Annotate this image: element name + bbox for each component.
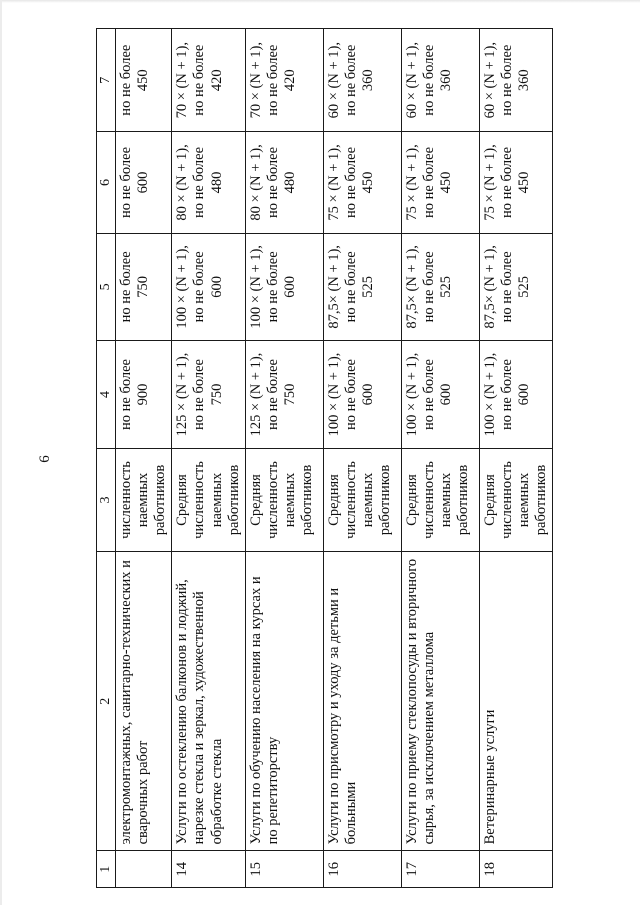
table-row <box>401 29 479 888</box>
rate-cell-col7: 70 × (N + 1), но не более 420 <box>172 29 245 132</box>
row-number: 17 <box>401 851 479 888</box>
rate-cell-col5: но не более 750 <box>116 233 172 341</box>
column-header: 7 <box>97 29 116 132</box>
page-number: 6 <box>37 455 53 463</box>
column-header: 1 <box>97 851 116 888</box>
row-number: 14 <box>172 851 245 888</box>
indicator-label: Средняя численность наемных работников <box>172 448 245 551</box>
table-row <box>172 29 245 888</box>
rate-cell-col4: 100 × (N + 1), но не более 600 <box>323 341 401 449</box>
row-number: 18 <box>479 851 552 888</box>
service-name: электромонтажных, санитарно-технических и сварочных работ <box>116 552 172 851</box>
column-header: 5 <box>97 233 116 341</box>
table-row <box>323 29 401 888</box>
rate-cell-col6: 80 × (N + 1), но не более 480 <box>172 132 245 233</box>
table-header-row <box>97 29 116 888</box>
rate-cell-col4: 100 × (N + 1), но не более 600 <box>401 341 479 449</box>
indicator-label: Средняя численность наемных работников <box>479 448 552 551</box>
scan-edge-left <box>0 0 2 905</box>
rate-cell-col4: но не более 900 <box>116 341 172 449</box>
scan-edge-top <box>0 0 640 3</box>
rate-cell-col5: 100 × (N + 1), но не более 600 <box>245 233 323 341</box>
rate-cell-col6: 75 × (N + 1), но не более 450 <box>323 132 401 233</box>
row-number: 15 <box>245 851 323 888</box>
rate-cell-col6: но не более 600 <box>116 132 172 233</box>
rate-cell-col7: но не более 450 <box>116 29 172 132</box>
column-header: 2 <box>97 552 116 851</box>
rate-cell-col6: 75 × (N + 1), но не более 450 <box>401 132 479 233</box>
rate-cell-col7: 60 × (N + 1), но не более 360 <box>479 29 552 132</box>
rate-cell-col5: 87,5× (N + 1), но не более 525 <box>479 233 552 341</box>
rate-cell-col7: 60 × (N + 1), но не более 360 <box>323 29 401 132</box>
service-name: Ветеринарные услуги <box>479 552 552 851</box>
rate-cell-col6: 75 × (N + 1), но не более 450 <box>479 132 552 233</box>
rate-cell-col5: 87,5× (N + 1), но не более 525 <box>323 233 401 341</box>
rate-cell-col4: 100 × (N + 1), но не более 600 <box>479 341 552 449</box>
rate-cell-col7: 60 × (N + 1), но не более 360 <box>401 29 479 132</box>
service-name: Услуги по обучению населения на курсах и по репетиторству <box>245 552 323 851</box>
table-row <box>116 29 172 888</box>
row-number: 16 <box>323 851 401 888</box>
indicator-label: Средняя численность наемных работников <box>323 448 401 551</box>
rate-cell-col5: 100 × (N + 1), но не более 600 <box>172 233 245 341</box>
rates-table <box>96 28 553 888</box>
rate-cell-col4: 125 × (N + 1), но не более 750 <box>172 341 245 449</box>
column-header: 6 <box>97 132 116 233</box>
rate-cell-col7: 70 × (N + 1), но не более 420 <box>245 29 323 132</box>
indicator-label: численность наемных работников <box>116 448 172 551</box>
table-row <box>479 29 552 888</box>
rate-cell-col6: 80 × (N + 1), но не более 480 <box>245 132 323 233</box>
service-name: Услуги по остеклению балконов и лоджий, нарезке стекла и зеркал, художественной обработке стекла <box>172 552 245 851</box>
column-header: 4 <box>97 341 116 449</box>
indicator-label: Средняя численность наемных работников <box>401 448 479 551</box>
rate-cell-col5: 87,5× (N + 1), но не более 525 <box>401 233 479 341</box>
table-row <box>245 29 323 888</box>
row-number <box>116 851 172 888</box>
indicator-label: Средняя численность наемных работников <box>245 448 323 551</box>
service-name: Услуги по присмотру и уходу за детьми и больными <box>323 552 401 851</box>
service-name: Услуги по приему стеклопосуды и вторичного сырья, за исключением металлома <box>401 552 479 851</box>
column-header: 3 <box>97 448 116 551</box>
rotated-table-sheet <box>96 28 550 888</box>
rate-cell-col4: 125 × (N + 1), но не более 750 <box>245 341 323 449</box>
